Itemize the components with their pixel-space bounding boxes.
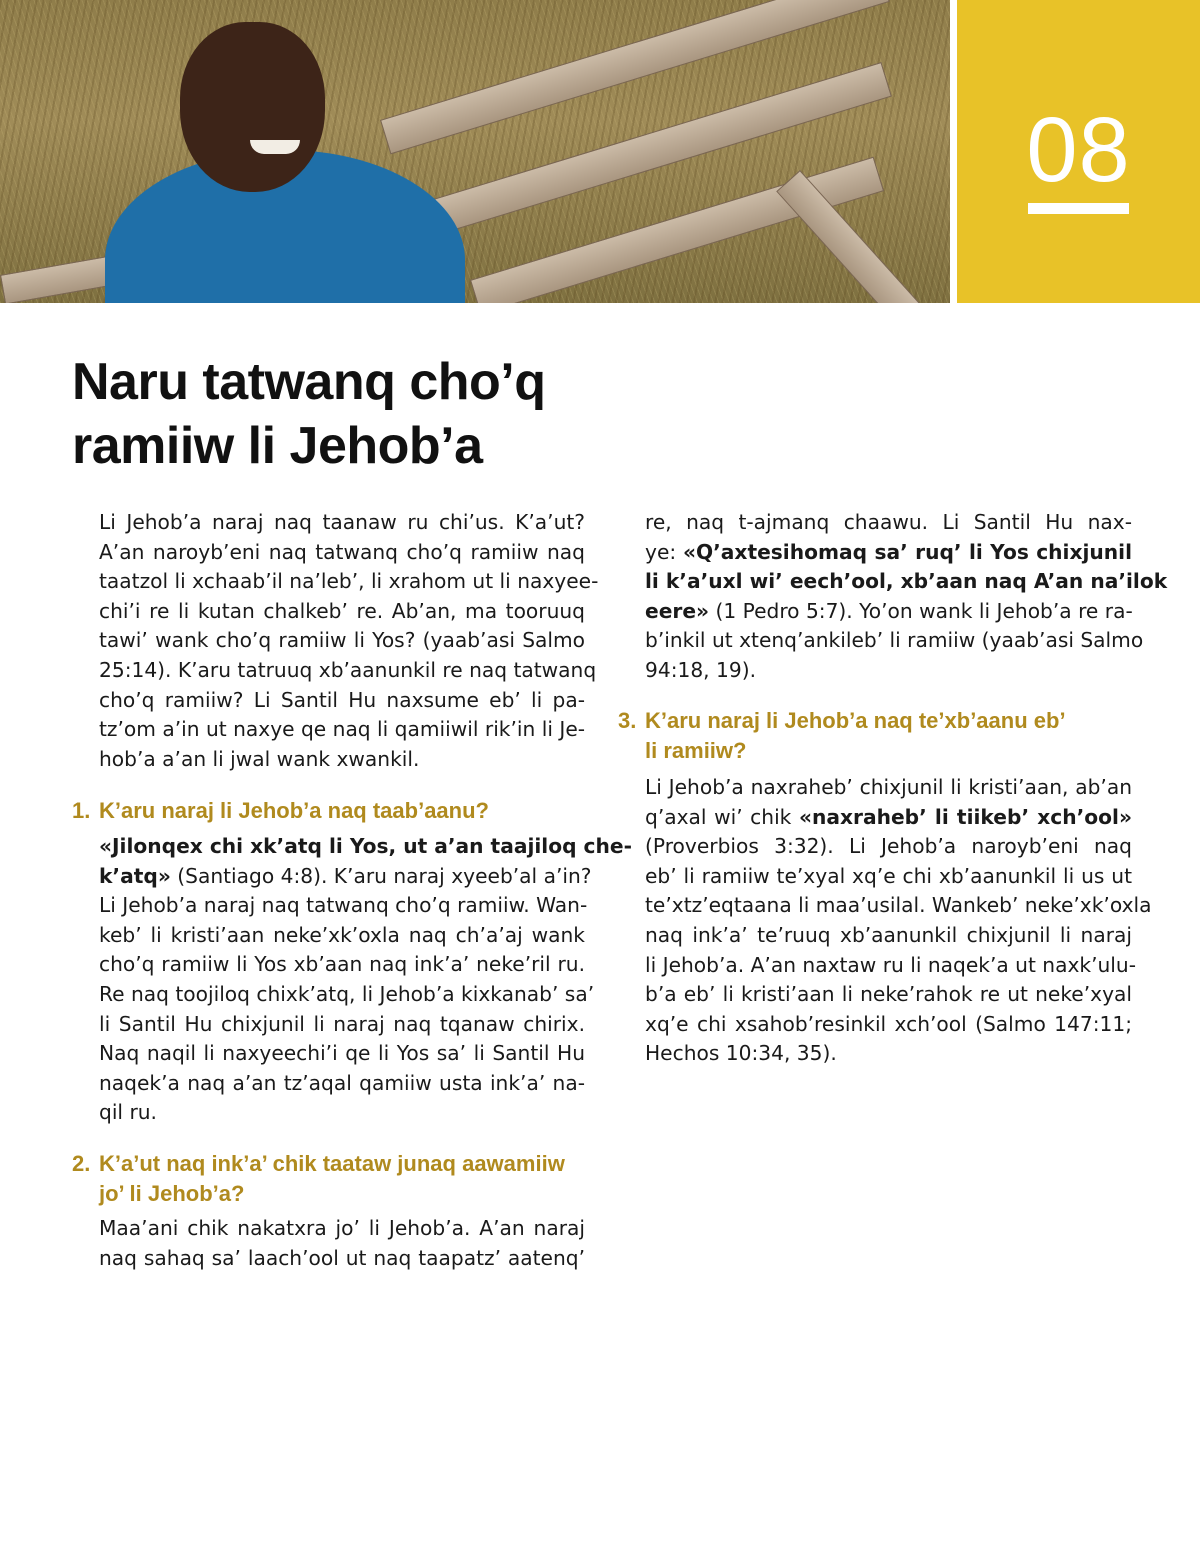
text-line: b’a eb’ li kristi’aan li neke’rahok re ut neke’xyal: [645, 982, 1132, 1007]
section-heading-text: K’aru naraj li Jehob’a naq taab’aanu?: [99, 798, 489, 823]
bench-plank: [380, 0, 890, 154]
section-heading-text: K’aru naraj li Jehob’a naq te’xb’aanu eb’: [645, 708, 1066, 733]
text-line: cho’q ramiiw li Yos xb’aan naq ink’a’ neke’ril ru.: [99, 952, 585, 977]
section-2-paragraph-cont: [645, 508, 1168, 686]
text-line: [645, 538, 1132, 568]
header-photo: [0, 0, 950, 303]
text-line: Hechos 10:34, 35).: [645, 1041, 837, 1066]
text-line: 25:14). K’aru tatruuq xb’aanunkil re naq tatwanq: [99, 657, 597, 682]
section-number: 2.: [72, 1151, 91, 1176]
text-line: chi’i re li kutan chalkeb’ re. Ab’an, ma tooruuq: [99, 598, 585, 623]
text-line: cho’q ramiiw? Li Santil Hu naxsume eb’ li pa-: [99, 687, 585, 712]
text-line: 94:18, 19).: [645, 657, 756, 682]
text-line: naq ink’a’ te’ruuq xb’aanunkil chixjunil li naraj: [645, 922, 1132, 947]
text-line: Naq naqil li naxyeechi’i qe li Yos sa’ li Santil Hu: [99, 1041, 585, 1066]
section-number: 1.: [72, 798, 91, 823]
scripture-quote: li k’a’uxl wi’ eech’ool, xb’aan naq A’an na’ilok: [645, 569, 1168, 594]
text-line: li Santil Hu chixjunil li naraj naq tqanaw chirix.: [99, 1011, 585, 1036]
text-run: (1 Pedro 5:7). Yo’on wank li Jehob’a re ra-: [709, 598, 1133, 623]
scripture-quote: eere»: [645, 598, 710, 623]
text-run: ye:: [645, 539, 683, 564]
section-1-paragraph: [99, 832, 632, 1128]
text-line: (Proverbios 3:32). Li Jehob’a naroyb’eni naq: [645, 834, 1132, 859]
scripture-quote: «Jilonqex chi xk’atq li Yos, ut a’an taajiloq che-: [99, 834, 632, 858]
text-line: tz’om a’in ut naxye qe naq li qamiiwil rik’in li Je-: [99, 717, 586, 742]
text-line: Re naq toojiloq chixk’atq, li Jehob’a kixkanab’ sa’: [99, 981, 595, 1006]
text-line: naq sahaq sa’ laach’ool ut naq taapatz’ aatenq’: [99, 1245, 585, 1270]
section-heading-text: K’a’ut naq ink’a’ chik taataw junaq aawamiiw: [99, 1151, 565, 1176]
text-line: Li Jehob’a naraj naq taanaw ru chi’us. K’a’ut?: [99, 510, 585, 534]
text-line: naqek’a naq a’an tz’aqal qamiiw usta ink’a’ na-: [99, 1070, 585, 1095]
text-line: keb’ li kristi’aan neke’xk’oxla naq ch’a’aj wank: [99, 922, 585, 947]
text-line: eb’ li ramiiw te’xyal xq’e chi xb’aanunkil li us ut: [645, 863, 1132, 888]
text-line: [645, 597, 1132, 627]
section-1-heading: [72, 796, 489, 826]
text-line: A’an naroyb’eni naq tatwanq cho’q ramiiw naq: [99, 539, 585, 564]
text-line: [99, 862, 592, 892]
section-2-heading: [72, 1149, 565, 1208]
text-line: hob’a a’an li jwal wank xwankil.: [99, 746, 420, 771]
scripture-quote: «naxraheb’ li tiikeb’ xch’ool»: [798, 804, 1133, 829]
text-line: b’inkil ut xtenq’ankileb’ li ramiiw (yaab’asi Salmo: [645, 628, 1144, 653]
section-3-heading: [618, 706, 1066, 765]
text-line: [645, 803, 1132, 833]
text-line: Maa’ani chik nakatxra jo’ li Jehob’a. A’an naraj: [99, 1216, 585, 1240]
text-line: qil ru.: [99, 1100, 157, 1125]
text-line: xq’e chi xsahob’resinkil xch’ool (Salmo 147:11;: [645, 1011, 1132, 1036]
section-number: 3.: [618, 708, 637, 733]
lesson-badge: [957, 0, 1200, 303]
person-smile: [250, 140, 300, 154]
text-line: [645, 567, 1168, 597]
text-line: li Jehob’a. A’an naxtaw ru li naqek’a ut naxk’ulu-: [645, 952, 1136, 977]
text-line: [99, 832, 632, 862]
intro-paragraph: [99, 508, 599, 774]
scripture-quote: «Q’axtesihomaq sa’ ruq’ li Yos chixjunil: [682, 539, 1132, 564]
page-title: [72, 350, 545, 478]
section-heading-text: jo’ li Jehob’a?: [99, 1180, 245, 1206]
text-line: taatzol li xchaab’il na’leb’, li xrahom ut li naxyee-: [99, 569, 599, 594]
person-head: [180, 22, 325, 192]
text-line: Li Jehob’a naraj naq tatwanq cho’q ramiiw. Wan-: [99, 893, 588, 918]
section-2-paragraph: [99, 1214, 585, 1273]
title-line: ramiiw li Jehob’a: [72, 417, 483, 475]
lesson-number-underline: [1028, 203, 1129, 214]
text-line: te’xtz’eqtaana li maa’usilal. Wankeb’ neke’xk’oxla: [645, 893, 1152, 918]
text-line: tawi’ wank cho’q ramiiw li Yos? (yaab’asi Salmo: [99, 628, 585, 653]
text-run: q’axal wi’ chik: [645, 804, 799, 829]
lesson-number: 08: [1026, 99, 1131, 201]
text-line: Li Jehob’a naxraheb’ chixjunil li kristi’aan, ab’an: [645, 775, 1132, 799]
section-3-paragraph: [645, 773, 1152, 1069]
title-line: Naru tatwanq cho’q: [72, 353, 546, 411]
scripture-quote: k’atq»: [99, 863, 171, 888]
text-run: (Santiago 4:8). K’aru naraj xyeeb’al a’in?: [170, 863, 592, 888]
text-line: re, naq t-ajmanq chaawu. Li Santil Hu nax-: [645, 510, 1132, 534]
section-heading-text: li ramiiw?: [645, 737, 747, 763]
